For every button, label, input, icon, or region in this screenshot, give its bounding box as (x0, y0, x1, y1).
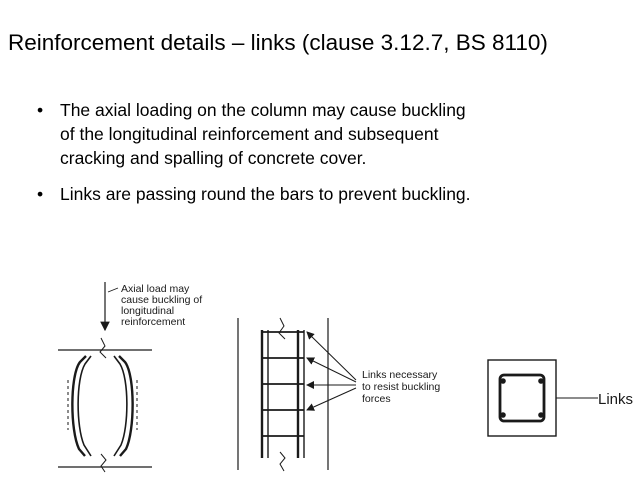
longitudinal-bar-dot (538, 378, 544, 384)
links-force-arrow (307, 332, 356, 380)
axial-label-leader (108, 288, 118, 292)
axial-label-line: reinforcement (121, 316, 186, 328)
axial-label-line: longitudinal (121, 305, 175, 317)
bullet-line: The axial loading on the column may cause buckling (60, 100, 466, 120)
break-mark-icon (280, 452, 285, 471)
axial-load-label (121, 283, 202, 328)
longitudinal-bar-dot (500, 378, 506, 384)
links-necessary-line: to resist buckling (362, 381, 441, 393)
linked-column-figure (238, 318, 356, 471)
right-buckled-bar (119, 356, 133, 456)
break-mark-icon (279, 318, 285, 339)
bullet-dot-icon: • (37, 100, 44, 120)
bullet-dot-icon: • (37, 184, 44, 204)
bullet-line: of the longitudinal reinforcement and subsequent (60, 124, 439, 144)
link-loop (500, 375, 544, 421)
column-cross-section-figure (488, 360, 598, 436)
column-section-outline (488, 360, 556, 436)
longitudinal-bar-dot (538, 412, 544, 418)
longitudinal-bar-dot (500, 412, 506, 418)
left-buckled-bar-inner (78, 356, 91, 456)
links-force-arrow (307, 388, 356, 410)
break-mark-icon (101, 454, 106, 472)
left-buckled-bar (72, 356, 86, 456)
bullet-line: cracking and spalling of concrete cover. (60, 148, 367, 168)
links-label: Links (598, 391, 634, 408)
links-necessary-label (362, 369, 440, 405)
right-buckled-bar-inner (114, 356, 127, 456)
links-necessary-line: Links necessary (362, 369, 438, 381)
slide-title: Reinforcement details – links (clause 3.12.7, BS 8110) (8, 30, 548, 55)
axial-label-line: Axial load may (121, 283, 190, 295)
break-mark-icon (100, 338, 106, 358)
links-force-arrow (307, 358, 356, 382)
bullet-line: Links are passing round the bars to prevent buckling. (60, 184, 471, 204)
links-necessary-line: forces (362, 393, 391, 405)
axial-label-line: cause buckling of (121, 294, 203, 306)
